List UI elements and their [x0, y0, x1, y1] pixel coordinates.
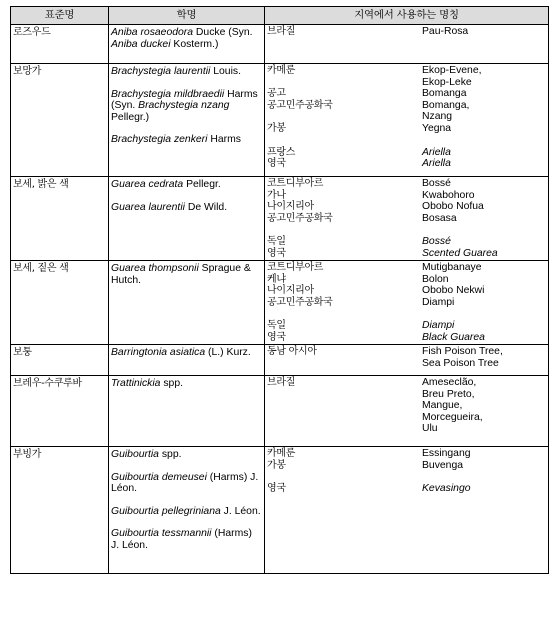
local-name: Bomanga, [422, 99, 470, 111]
standard-name-cell: 보세, 짙은 색 [11, 261, 109, 345]
local-name-column [422, 320, 546, 343]
scientific-name [111, 528, 262, 551]
local-name: Kevasingo [422, 483, 471, 495]
local-name-lines [267, 178, 546, 224]
region-name: 공고민주공화국 [267, 99, 333, 111]
local-name-group [267, 178, 546, 224]
local-name-group [267, 147, 546, 170]
region-name: 공고민주공화국 [267, 212, 333, 224]
authority-text: spp. [158, 449, 182, 460]
local-name: Diampi [422, 296, 455, 308]
local-name-column [422, 448, 546, 471]
local-names-cell [265, 447, 549, 574]
header-scientific-name: 학명 [109, 7, 265, 25]
local-names-cell [265, 376, 549, 447]
region-name: 프랑스 [267, 146, 296, 158]
local-name-group [267, 262, 546, 308]
region-column [267, 377, 422, 435]
local-name-lines [267, 236, 546, 259]
local-names-cell [265, 261, 549, 345]
standard-name-cell: 보퉁 [11, 345, 109, 376]
region-name: 코트디부아르 [267, 178, 324, 189]
region-name: 코트디부아르 [267, 262, 324, 273]
scientific-name [111, 89, 262, 124]
local-name-column [422, 346, 546, 369]
region-column [267, 65, 422, 135]
local-name-column [422, 26, 546, 38]
region-name: 케냐 [267, 273, 286, 285]
local-name: Ekop-Leke [422, 76, 472, 88]
region-name [267, 77, 422, 89]
latin-binomial: Aniba duckei [111, 38, 171, 50]
local-names-cell [265, 345, 549, 376]
local-name: Scented Guarea [422, 247, 498, 259]
local-name-group [267, 483, 546, 495]
standard-name-cell: 보망가 [11, 64, 109, 177]
local-name: Nzang [422, 111, 453, 123]
latin-binomial: Brachystegia mildbraedii [111, 88, 225, 100]
latin-binomial: Trattinickia [111, 378, 161, 389]
local-name: Bosasa [422, 212, 457, 224]
region-name: 공고민주공화국 [267, 296, 333, 308]
local-name-group [267, 448, 546, 471]
latin-binomial: Brachystegia nzang [138, 100, 230, 112]
authority-text: (L.) Kurz. [205, 347, 251, 358]
region-name: 영국 [267, 158, 286, 170]
region-column [267, 448, 422, 471]
local-name-column [422, 65, 546, 135]
region-column [267, 236, 422, 259]
authority-text: Harms [207, 134, 241, 146]
scientific-name-cell [109, 376, 265, 447]
latin-binomial: Guibourtia tessmannii [111, 528, 212, 540]
region-name: 나이지리아 [267, 285, 314, 297]
table-row [11, 261, 549, 345]
local-name: Pau-Rosa [422, 26, 469, 37]
local-name-column [422, 147, 546, 170]
local-name: Black Guarea [422, 331, 485, 343]
latin-binomial: Barringtonia asiatica [111, 347, 206, 358]
authority-text: De Wild. [184, 201, 228, 213]
local-name: Obobo Nekwi [422, 285, 485, 297]
authority-text: Kosterm.) [170, 38, 219, 50]
wood-names-table-wrapper [10, 6, 548, 574]
scientific-name [111, 202, 262, 214]
local-name-group [267, 26, 546, 38]
table-body [11, 25, 549, 574]
region-column [267, 346, 422, 369]
region-column [267, 178, 422, 224]
local-name: Ulu [422, 423, 438, 435]
scientific-name [111, 449, 262, 461]
local-name-column [422, 236, 546, 259]
authority-text: Pellegr. [183, 179, 221, 190]
header-local-names: 지역에서 사용하는 명칭 [265, 7, 549, 25]
scientific-name [111, 506, 262, 518]
region-name: 가나 [267, 189, 286, 201]
region-name: 영국 [267, 331, 286, 343]
region-name: 독일 [267, 320, 286, 332]
standard-name-cell: 로즈우드 [11, 25, 109, 64]
local-name: Obobo Nofua [422, 201, 484, 213]
scientific-name [111, 179, 262, 191]
latin-binomial: Guibourtia demeusei [111, 471, 207, 483]
local-name-lines [267, 65, 546, 135]
local-name: Sea Poison Tree [422, 357, 499, 369]
scientific-name-cell [109, 177, 265, 261]
region-name [267, 111, 422, 123]
local-name-lines [267, 346, 546, 369]
region-name: 공고 [267, 88, 286, 100]
latin-binomial: Guarea cedrata [111, 179, 184, 190]
local-name: Ameseclão, [422, 377, 477, 388]
local-names-cell [265, 25, 549, 64]
region-name: 독일 [267, 236, 286, 248]
local-name: Morcegueira, [422, 411, 483, 423]
region-column [267, 26, 422, 38]
scientific-name [111, 27, 262, 50]
header-standard-name: 표준명 [11, 7, 109, 25]
local-name: Bomanga [422, 88, 467, 100]
region-column [267, 320, 422, 343]
scientific-name-cell [109, 261, 265, 345]
authority-text: Ducke (Syn. [193, 27, 253, 38]
local-name-lines [267, 448, 546, 471]
local-name: Bolon [422, 273, 449, 285]
standard-name-cell: 보세, 밝은 색 [11, 177, 109, 261]
region-name: 영국 [267, 247, 286, 259]
region-name: 카메룬 [267, 448, 296, 459]
scientific-name-cell [109, 447, 265, 574]
table-row [11, 345, 549, 376]
local-name: Ekop-Evene, [422, 65, 482, 76]
local-name: Yegna [422, 122, 452, 134]
local-name-group [267, 320, 546, 343]
latin-binomial: Aniba rosaeodora [111, 27, 194, 38]
local-name: Kwabohoro [422, 189, 475, 201]
local-name-column [422, 483, 546, 495]
latin-binomial: Guibourtia [111, 449, 159, 460]
table-row [11, 447, 549, 574]
scientific-name [111, 263, 262, 286]
scientific-name-cell [109, 25, 265, 64]
table-row [11, 376, 549, 447]
region-name: 카메룬 [267, 65, 296, 76]
local-name: Breu Preto, [422, 388, 475, 400]
local-name: Diampi [422, 320, 455, 332]
scientific-name [111, 378, 262, 390]
local-name: Bossé [422, 236, 451, 248]
local-name-column [422, 262, 546, 308]
local-name-group [267, 236, 546, 259]
region-name: 영국 [267, 483, 286, 495]
region-name: 동남 아시아 [267, 346, 317, 357]
local-names-cell [265, 64, 549, 177]
local-name-group [267, 65, 546, 135]
region-column [267, 147, 422, 170]
local-name-lines [267, 262, 546, 308]
latin-binomial: Brachystegia zenkeri [111, 134, 208, 146]
local-names-cell [265, 177, 549, 261]
latin-binomial: Guibourtia pellegriniana [111, 505, 221, 517]
local-name-lines [267, 483, 546, 495]
local-name: Essingang [422, 448, 471, 459]
region-name: 나이지리아 [267, 201, 314, 213]
authority-text: (Harms) J. Léon. [111, 528, 252, 551]
authority-text: Sprague & Hutch. [111, 263, 251, 286]
region-name: 브라질 [267, 26, 296, 37]
latin-binomial: Brachystegia laurentii [111, 66, 211, 77]
local-name: Bossé [422, 178, 451, 189]
authority-text: spp. [160, 378, 183, 389]
authority-text: Louis. [210, 66, 241, 77]
scientific-name [111, 472, 262, 495]
region-column [267, 483, 422, 495]
local-name-group [267, 346, 546, 369]
scientific-name-cell [109, 345, 265, 376]
local-name-column [422, 178, 546, 224]
scientific-name-cell [109, 64, 265, 177]
latin-binomial: Guarea thompsonii [111, 263, 199, 274]
table-row [11, 177, 549, 261]
table-row [11, 25, 549, 64]
table-row [11, 64, 549, 177]
local-name-lines [267, 147, 546, 170]
local-name-lines [267, 26, 546, 38]
local-name: Mutigbanaye [422, 262, 482, 273]
local-name: Buvenga [422, 459, 464, 471]
local-name: Ariella [422, 158, 451, 170]
header-row [11, 7, 549, 25]
scientific-name [111, 134, 262, 146]
latin-binomial: Guarea laurentii [111, 201, 185, 213]
wood-names-table [10, 6, 549, 574]
local-name: Ariella [422, 146, 451, 158]
standard-name-cell: 브레우-수쿠루바 [11, 376, 109, 447]
scientific-name [111, 66, 262, 78]
region-name: 가봉 [267, 459, 286, 471]
local-name-lines [267, 320, 546, 343]
authority-text: (Harms) J. Léon. [111, 471, 259, 495]
authority-text: Harms (Syn. [111, 88, 258, 112]
region-name: 브라질 [267, 377, 296, 388]
local-name-group [267, 377, 546, 435]
region-name: 가봉 [267, 122, 286, 134]
scientific-name [111, 347, 262, 359]
local-name-column [422, 377, 546, 435]
local-name: Fish Poison Tree, [422, 346, 503, 357]
authority-text: J. Léon. [220, 505, 261, 517]
standard-name-cell: 부빙가 [11, 447, 109, 574]
local-name: Mangue, [422, 400, 463, 412]
local-name-lines [267, 377, 546, 435]
region-column [267, 262, 422, 308]
authority-text: Pellegr.) [111, 111, 150, 123]
